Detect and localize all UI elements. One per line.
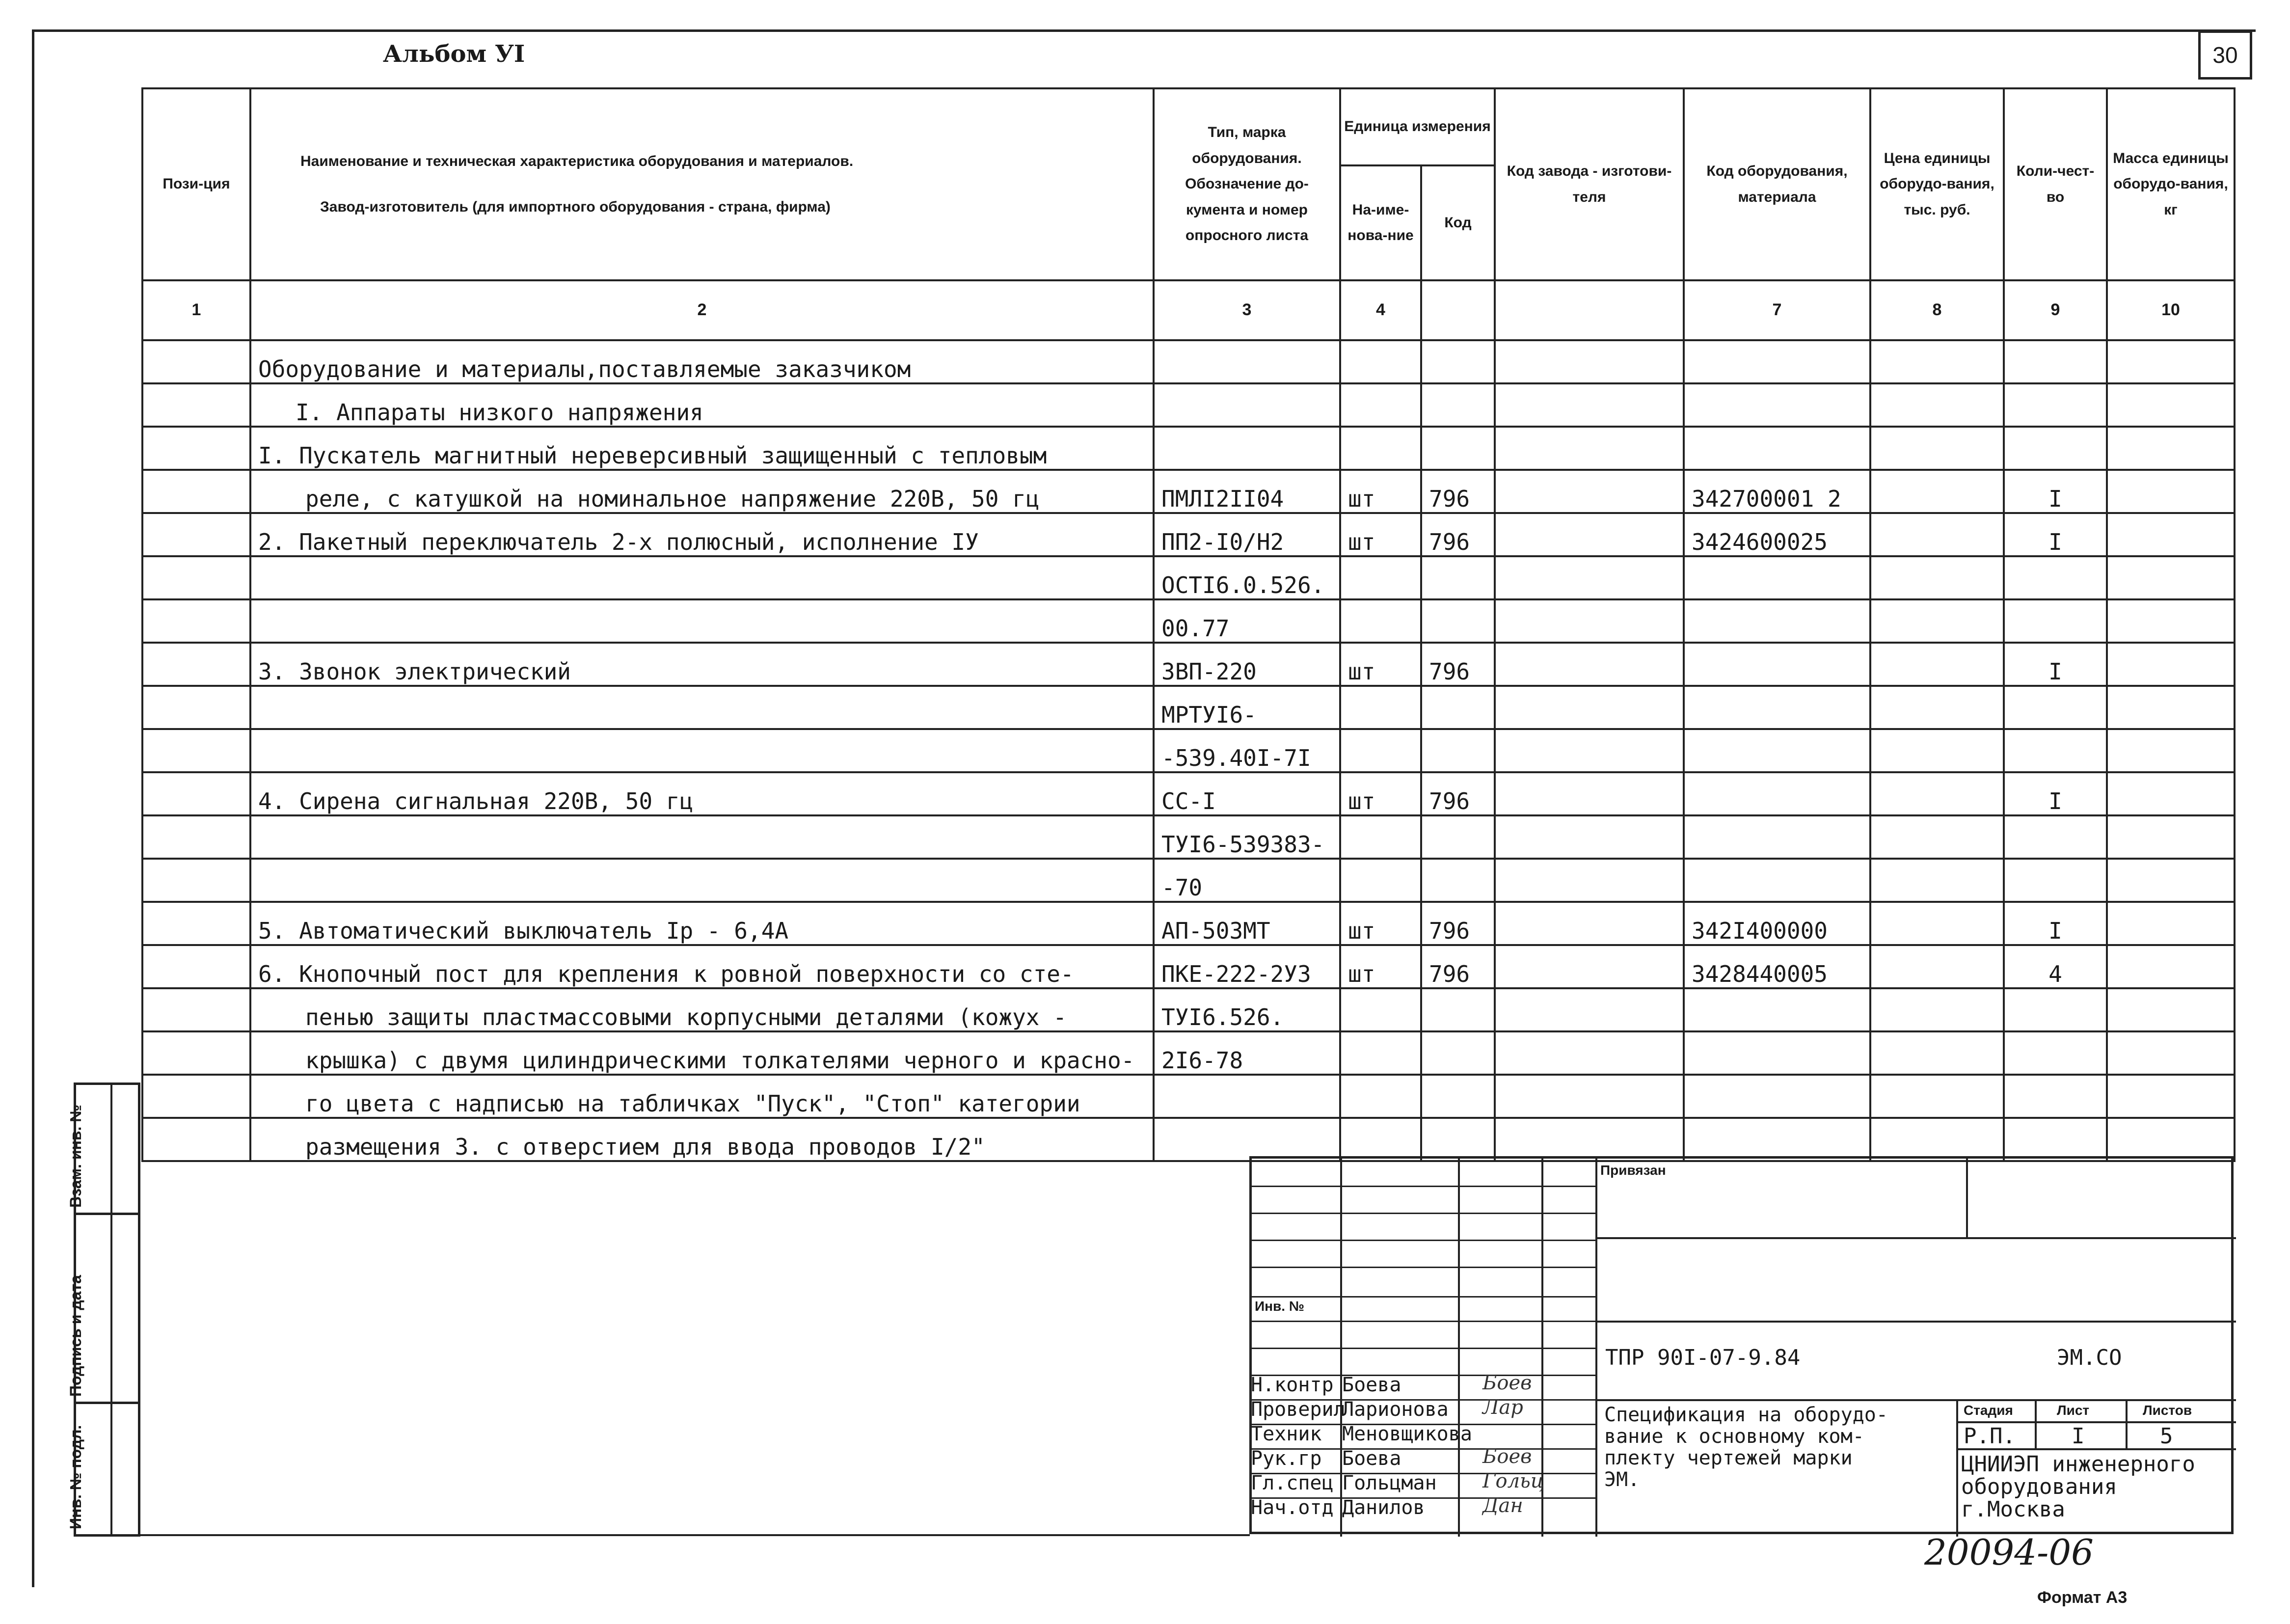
cell-mass bbox=[2107, 1031, 2235, 1075]
cell-unit-code: 796 bbox=[1421, 513, 1495, 556]
role-label: Рук.гр bbox=[1251, 1447, 1322, 1470]
cell-pos bbox=[142, 945, 250, 988]
cell-qty bbox=[2004, 427, 2107, 470]
cell-equip-code bbox=[1684, 427, 1870, 470]
cell-pos bbox=[142, 729, 250, 772]
cell-unit-code bbox=[1421, 815, 1495, 859]
cell-unit-code: 796 bbox=[1421, 643, 1495, 686]
grid-line bbox=[1252, 1348, 1595, 1349]
cell-equip-code bbox=[1684, 815, 1870, 859]
cell-unit bbox=[1340, 859, 1421, 902]
cell-unit-code bbox=[1421, 1075, 1495, 1118]
cell-unit-code bbox=[1421, 340, 1495, 383]
cell-pos bbox=[142, 815, 250, 859]
cell-type: АП-50ЗМТ bbox=[1154, 902, 1340, 945]
cell-plant-code bbox=[1495, 427, 1684, 470]
cell-plant-code bbox=[1495, 643, 1684, 686]
cell-unit-code bbox=[1421, 1031, 1495, 1075]
cell-unit: шт bbox=[1340, 470, 1421, 513]
cell-unit-code bbox=[1421, 1118, 1495, 1161]
cell-price bbox=[1870, 902, 2004, 945]
cell-equip-code bbox=[1684, 772, 1870, 815]
role-label: Проверил bbox=[1251, 1398, 1346, 1421]
header-name-line2: Завод-изготовитель (для импортного оборудования - страна, фирма) bbox=[320, 198, 831, 215]
role-name: Боева bbox=[1342, 1447, 1401, 1470]
cell-pos bbox=[142, 772, 250, 815]
signature: Лар bbox=[1482, 1396, 1523, 1419]
cell-plant-code bbox=[1495, 340, 1684, 383]
cell-plant-code bbox=[1495, 902, 1684, 945]
header-name-line1: Наименование и техническая характеристика оборудования и материалов. bbox=[300, 153, 854, 169]
cell-pos bbox=[142, 686, 250, 729]
table-row bbox=[142, 643, 2235, 686]
cell-price bbox=[1870, 1118, 2004, 1161]
cell-unit bbox=[1340, 686, 1421, 729]
cell-mass bbox=[2107, 427, 2235, 470]
cell-plant-code bbox=[1495, 556, 1684, 599]
cell-price bbox=[1870, 556, 2004, 599]
role-name: Меновщикова bbox=[1342, 1423, 1472, 1445]
cell-mass bbox=[2107, 1118, 2235, 1161]
cell-name: крышка) с двумя цилиндрическими толкателями черного и красно- bbox=[250, 1031, 1154, 1075]
cell-price bbox=[1870, 729, 2004, 772]
grid-line bbox=[1252, 1296, 1595, 1298]
cell-unit-code bbox=[1421, 427, 1495, 470]
header-unit: Единица измерения bbox=[1340, 88, 1495, 165]
cell-unit-code: 796 bbox=[1421, 902, 1495, 945]
cell-name: Оборудование и материалы,поставляемые заказчиком bbox=[250, 340, 1154, 383]
grid-line bbox=[1252, 1213, 1595, 1214]
cell-unit-code: 796 bbox=[1421, 470, 1495, 513]
table-row bbox=[142, 427, 2235, 470]
cell-name bbox=[250, 815, 1154, 859]
cell-pos bbox=[142, 383, 250, 427]
cell-unit bbox=[1340, 988, 1421, 1031]
cell-plant-code bbox=[1495, 1031, 1684, 1075]
bottom-line bbox=[140, 1534, 1250, 1536]
org-line3: г.Москва bbox=[1961, 1497, 2065, 1522]
cell-qty bbox=[2004, 340, 2107, 383]
cell-price bbox=[1870, 340, 2004, 383]
cell-unit: шт bbox=[1340, 643, 1421, 686]
cell-unit-code bbox=[1421, 383, 1495, 427]
cell-unit-code bbox=[1421, 729, 1495, 772]
table-row bbox=[142, 383, 2235, 427]
cell-unit-code bbox=[1421, 556, 1495, 599]
cell-qty bbox=[2004, 599, 2107, 643]
cell-price bbox=[1870, 427, 2004, 470]
cell-pos bbox=[142, 599, 250, 643]
role-label: Н.контр bbox=[1251, 1374, 1334, 1396]
header-type: Тип, марка оборудования. Обозначение до-кумента и номер опросного листа bbox=[1154, 88, 1340, 280]
cell-unit-code: 796 bbox=[1421, 945, 1495, 988]
format-label: Формат А3 bbox=[2037, 1588, 2128, 1607]
doc-title bbox=[1604, 1404, 1888, 1490]
cell-pos bbox=[142, 1118, 250, 1161]
table-row bbox=[142, 815, 2235, 859]
side-label-signdate: Подпись и дата bbox=[67, 1275, 84, 1397]
cell-name bbox=[250, 686, 1154, 729]
cell-unit-code bbox=[1421, 599, 1495, 643]
colnum-6 bbox=[1495, 280, 1684, 340]
colnum-2: 2 bbox=[250, 280, 1154, 340]
cell-unit bbox=[1340, 1031, 1421, 1075]
header-qty: Коли-чест-во bbox=[2004, 88, 2107, 280]
sheets-value: 5 bbox=[2160, 1424, 2173, 1449]
grid-line bbox=[1252, 1186, 1595, 1187]
doc-title-line1: Спецификация на оборудо- bbox=[1604, 1404, 1888, 1426]
side-label-replace: Взам. инв. № bbox=[67, 1105, 84, 1208]
cell-equip-code: 3424600025 bbox=[1684, 513, 1870, 556]
signature: Боев bbox=[1482, 1372, 1532, 1394]
cell-type: ПП2-I0/Н2 bbox=[1154, 513, 1340, 556]
title-block bbox=[1249, 1156, 2234, 1534]
cell-price bbox=[1870, 643, 2004, 686]
cell-unit bbox=[1340, 1118, 1421, 1161]
stage-value: Р.П. bbox=[1964, 1424, 2016, 1449]
cell-mass bbox=[2107, 729, 2235, 772]
cell-equip-code bbox=[1684, 340, 1870, 383]
cell-qty: I bbox=[2004, 902, 2107, 945]
colnum-3: 3 bbox=[1154, 280, 1340, 340]
grid-line bbox=[1252, 1267, 1595, 1268]
cell-plant-code bbox=[1495, 988, 1684, 1031]
table-row bbox=[142, 1118, 2235, 1161]
cell-equip-code bbox=[1684, 859, 1870, 902]
cell-type bbox=[1154, 427, 1340, 470]
cell-mass bbox=[2107, 945, 2235, 988]
inv-label: Инв. № bbox=[1255, 1299, 1305, 1314]
header-pos: Пози-ция bbox=[142, 88, 250, 280]
cell-qty bbox=[2004, 988, 2107, 1031]
cell-type bbox=[1154, 1118, 1340, 1161]
cell-name: I. Пускатель магнитный нереверсивный защищенный с тепловым bbox=[250, 427, 1154, 470]
cell-name bbox=[250, 729, 1154, 772]
sheet-number: 30 bbox=[2198, 30, 2252, 80]
table-row bbox=[142, 556, 2235, 599]
cell-type: 00.77 bbox=[1154, 599, 1340, 643]
cell-type: МРТУI6- bbox=[1154, 686, 1340, 729]
cell-mass bbox=[2107, 643, 2235, 686]
cell-price bbox=[1870, 513, 2004, 556]
cell-mass bbox=[2107, 1075, 2235, 1118]
doc-code: ТПР 90I-07-9.84 bbox=[1605, 1345, 1801, 1370]
cell-type bbox=[1154, 1075, 1340, 1118]
specification-table bbox=[141, 87, 2236, 1162]
cell-name: I. Аппараты низкого напряжения bbox=[250, 383, 1154, 427]
grid-line bbox=[1252, 1321, 1595, 1322]
cell-type: ПМЛI2II04 bbox=[1154, 470, 1340, 513]
cell-type: ТУI6.526. bbox=[1154, 988, 1340, 1031]
role-name: Боева bbox=[1342, 1374, 1401, 1396]
cell-unit bbox=[1340, 556, 1421, 599]
cell-pos bbox=[142, 340, 250, 383]
cell-equip-code bbox=[1684, 988, 1870, 1031]
header-name bbox=[250, 88, 1154, 280]
header-plant-code: Код завода - изготови-теля bbox=[1495, 88, 1684, 280]
role-name: Ларионова bbox=[1342, 1398, 1449, 1421]
table-row bbox=[142, 340, 2235, 383]
cell-unit: шт bbox=[1340, 902, 1421, 945]
signature: Боев bbox=[1482, 1445, 1532, 1468]
cell-plant-code bbox=[1495, 729, 1684, 772]
table-row bbox=[142, 772, 2235, 815]
cell-qty: 4 bbox=[2004, 945, 2107, 988]
cell-unit bbox=[1340, 599, 1421, 643]
cell-equip-code bbox=[1684, 1118, 1870, 1161]
cell-mass bbox=[2107, 686, 2235, 729]
sheet-value: I bbox=[2072, 1424, 2085, 1449]
table-row bbox=[142, 599, 2235, 643]
cell-name: 3. Звонок электрический bbox=[250, 643, 1154, 686]
sheet-label: Лист bbox=[2057, 1403, 2090, 1418]
cell-mass bbox=[2107, 340, 2235, 383]
cell-unit: шт bbox=[1340, 945, 1421, 988]
doc-title-line2: вание к основному ком- bbox=[1604, 1425, 1864, 1448]
cell-price bbox=[1870, 945, 2004, 988]
table-row bbox=[142, 686, 2235, 729]
cell-price bbox=[1870, 383, 2004, 427]
signature: Дан bbox=[1482, 1494, 1523, 1517]
cell-pos bbox=[142, 1075, 250, 1118]
table-row bbox=[142, 729, 2235, 772]
grid-line bbox=[1252, 1240, 1595, 1241]
cell-mass bbox=[2107, 859, 2235, 902]
cell-type: 2I6-78 bbox=[1154, 1031, 1340, 1075]
cell-unit bbox=[1340, 815, 1421, 859]
cell-name bbox=[250, 599, 1154, 643]
cell-equip-code bbox=[1684, 1031, 1870, 1075]
cell-qty: I bbox=[2004, 772, 2107, 815]
cell-pos bbox=[142, 470, 250, 513]
cell-type: ТУI6-539383- bbox=[1154, 815, 1340, 859]
cell-mass bbox=[2107, 815, 2235, 859]
cell-plant-code bbox=[1495, 815, 1684, 859]
role-name: Данилов bbox=[1342, 1496, 1425, 1519]
colnum-10: 10 bbox=[2107, 280, 2235, 340]
colnum-4: 4 bbox=[1340, 280, 1421, 340]
cell-qty bbox=[2004, 383, 2107, 427]
cell-plant-code bbox=[1495, 599, 1684, 643]
cell-price bbox=[1870, 1075, 2004, 1118]
cell-qty bbox=[2004, 859, 2107, 902]
colnum-8: 8 bbox=[1870, 280, 2004, 340]
cell-unit bbox=[1340, 1075, 1421, 1118]
cell-equip-code bbox=[1684, 556, 1870, 599]
cell-plant-code bbox=[1495, 1075, 1684, 1118]
role-label: Нач.отд bbox=[1251, 1496, 1334, 1519]
cell-plant-code bbox=[1495, 470, 1684, 513]
cell-unit-code bbox=[1421, 859, 1495, 902]
sheets-label: Листов bbox=[2143, 1403, 2192, 1418]
cell-mass bbox=[2107, 772, 2235, 815]
album-title: Альбом УI bbox=[383, 40, 525, 68]
cell-equip-code: 3428440005 bbox=[1684, 945, 1870, 988]
cell-unit-code bbox=[1421, 988, 1495, 1031]
cell-equip-code bbox=[1684, 383, 1870, 427]
cell-pos bbox=[142, 427, 250, 470]
header-equip-code: Код оборудования, материала bbox=[1684, 88, 1870, 280]
cell-type bbox=[1154, 383, 1340, 427]
cell-qty: I bbox=[2004, 513, 2107, 556]
cell-mass bbox=[2107, 470, 2235, 513]
cell-plant-code bbox=[1495, 513, 1684, 556]
doc-mark: ЭМ.СО bbox=[2057, 1345, 2122, 1370]
colnum-7: 7 bbox=[1684, 280, 1870, 340]
cell-plant-code bbox=[1495, 772, 1684, 815]
cell-qty bbox=[2004, 729, 2107, 772]
cell-unit bbox=[1340, 383, 1421, 427]
cell-name: 4. Сирена сигнальная 220В, 50 гц bbox=[250, 772, 1154, 815]
cell-type: СС-I bbox=[1154, 772, 1340, 815]
cell-name: пенью защиты пластмассовыми корпусными деталями (кожух - bbox=[250, 988, 1154, 1031]
cell-plant-code bbox=[1495, 686, 1684, 729]
table-row bbox=[142, 902, 2235, 945]
cell-mass bbox=[2107, 383, 2235, 427]
role-name: Гольцман bbox=[1342, 1472, 1437, 1494]
cell-unit bbox=[1340, 427, 1421, 470]
cell-plant-code bbox=[1495, 1118, 1684, 1161]
cell-pos bbox=[142, 556, 250, 599]
header-price: Цена единицы оборудо-вания, тыс. руб. bbox=[1870, 88, 2004, 280]
cell-plant-code bbox=[1495, 945, 1684, 988]
cell-equip-code bbox=[1684, 686, 1870, 729]
cell-qty: I bbox=[2004, 470, 2107, 513]
cell-price bbox=[1870, 988, 2004, 1031]
organization bbox=[1961, 1453, 2195, 1521]
side-box-signdate bbox=[67, 1213, 140, 1404]
cell-equip-code: 342I400000 bbox=[1684, 902, 1870, 945]
cell-unit bbox=[1340, 340, 1421, 383]
cell-unit bbox=[1340, 729, 1421, 772]
cell-plant-code bbox=[1495, 383, 1684, 427]
cell-qty bbox=[2004, 556, 2107, 599]
side-box-replace bbox=[67, 1083, 140, 1215]
doc-title-line3: плекту чертежей марки bbox=[1604, 1447, 1853, 1469]
cell-qty bbox=[2004, 686, 2107, 729]
cell-price bbox=[1870, 599, 2004, 643]
cell-pos bbox=[142, 1031, 250, 1075]
cell-pos bbox=[142, 988, 250, 1031]
cell-price bbox=[1870, 686, 2004, 729]
cell-name: 2. Пакетный переключатель 2-х полюсный, исполнение IУ bbox=[250, 513, 1154, 556]
cell-qty bbox=[2004, 1031, 2107, 1075]
cell-name bbox=[250, 859, 1154, 902]
cell-qty bbox=[2004, 815, 2107, 859]
cell-equip-code: 342700001 2 bbox=[1684, 470, 1870, 513]
cell-price bbox=[1870, 815, 2004, 859]
header-unit-code: Код bbox=[1421, 165, 1495, 280]
cell-mass bbox=[2107, 513, 2235, 556]
cell-mass bbox=[2107, 988, 2235, 1031]
table-row bbox=[142, 470, 2235, 513]
cell-pos bbox=[142, 859, 250, 902]
cell-unit: шт bbox=[1340, 513, 1421, 556]
cell-equip-code bbox=[1684, 643, 1870, 686]
cell-unit-code: 796 bbox=[1421, 772, 1495, 815]
table-row bbox=[142, 988, 2235, 1031]
table-row bbox=[142, 945, 2235, 988]
signature: Гольц bbox=[1482, 1470, 1544, 1492]
cell-mass bbox=[2107, 599, 2235, 643]
cell-name: го цвета с надписью на табличках "Пуск", "Стоп" категории bbox=[250, 1075, 1154, 1118]
cell-unit-code bbox=[1421, 686, 1495, 729]
handwritten-number: 20094-06 bbox=[1924, 1532, 2094, 1573]
cell-pos bbox=[142, 643, 250, 686]
cell-type: -70 bbox=[1154, 859, 1340, 902]
cell-equip-code bbox=[1684, 599, 1870, 643]
cell-type bbox=[1154, 340, 1340, 383]
cell-name bbox=[250, 556, 1154, 599]
role-label: Техник bbox=[1251, 1423, 1322, 1445]
cell-type: ЗВП-220 bbox=[1154, 643, 1340, 686]
cell-type: ПКЕ-222-2УЗ bbox=[1154, 945, 1340, 988]
cell-price bbox=[1870, 772, 2004, 815]
cell-price bbox=[1870, 859, 2004, 902]
colnum-5 bbox=[1421, 280, 1495, 340]
colnum-1: 1 bbox=[142, 280, 250, 340]
cell-price bbox=[1870, 470, 2004, 513]
org-line2: оборудования bbox=[1961, 1474, 2117, 1500]
table-row bbox=[142, 1031, 2235, 1075]
cell-qty bbox=[2004, 1075, 2107, 1118]
cell-type: -539.40I-7I bbox=[1154, 729, 1340, 772]
colnum-9: 9 bbox=[2004, 280, 2107, 340]
header-unit-name: На-име-нова-ние bbox=[1340, 165, 1421, 280]
cell-mass bbox=[2107, 902, 2235, 945]
cell-pos bbox=[142, 513, 250, 556]
org-line1: ЦНИИЭП инженерного bbox=[1961, 1452, 2195, 1477]
cell-name: реле, с катушкой на номинальное напряжение 220В, 50 гц bbox=[250, 470, 1154, 513]
cell-name: 6. Кнопочный пост для крепления к ровной поверхности со сте- bbox=[250, 945, 1154, 988]
stage-label: Стадия bbox=[1964, 1403, 2013, 1418]
cell-equip-code bbox=[1684, 1075, 1870, 1118]
cell-price bbox=[1870, 1031, 2004, 1075]
side-label-invorig: Инв. № подл. bbox=[67, 1425, 84, 1529]
cell-name: размещения 3. с отверстием для ввода проводов I/2" bbox=[250, 1118, 1154, 1161]
doc-title-line4: ЭМ. bbox=[1604, 1468, 1640, 1491]
table-row bbox=[142, 859, 2235, 902]
cell-qty: I bbox=[2004, 643, 2107, 686]
cell-equip-code bbox=[1684, 729, 1870, 772]
cell-mass bbox=[2107, 556, 2235, 599]
cell-plant-code bbox=[1495, 859, 1684, 902]
table-row bbox=[142, 513, 2235, 556]
role-label: Гл.спец bbox=[1251, 1472, 1334, 1494]
side-box-invorig bbox=[67, 1402, 140, 1537]
cell-type: ОСТI6.0.526. bbox=[1154, 556, 1340, 599]
cell-unit: шт bbox=[1340, 772, 1421, 815]
cell-qty bbox=[2004, 1118, 2107, 1161]
linked-label: Привязан bbox=[1600, 1163, 1666, 1178]
cell-name: 5. Автоматический выключатель Iр - 6,4А bbox=[250, 902, 1154, 945]
cell-pos bbox=[142, 902, 250, 945]
header-mass: Масса единицы оборудо-вания, кг bbox=[2107, 88, 2235, 280]
table-row bbox=[142, 1075, 2235, 1118]
